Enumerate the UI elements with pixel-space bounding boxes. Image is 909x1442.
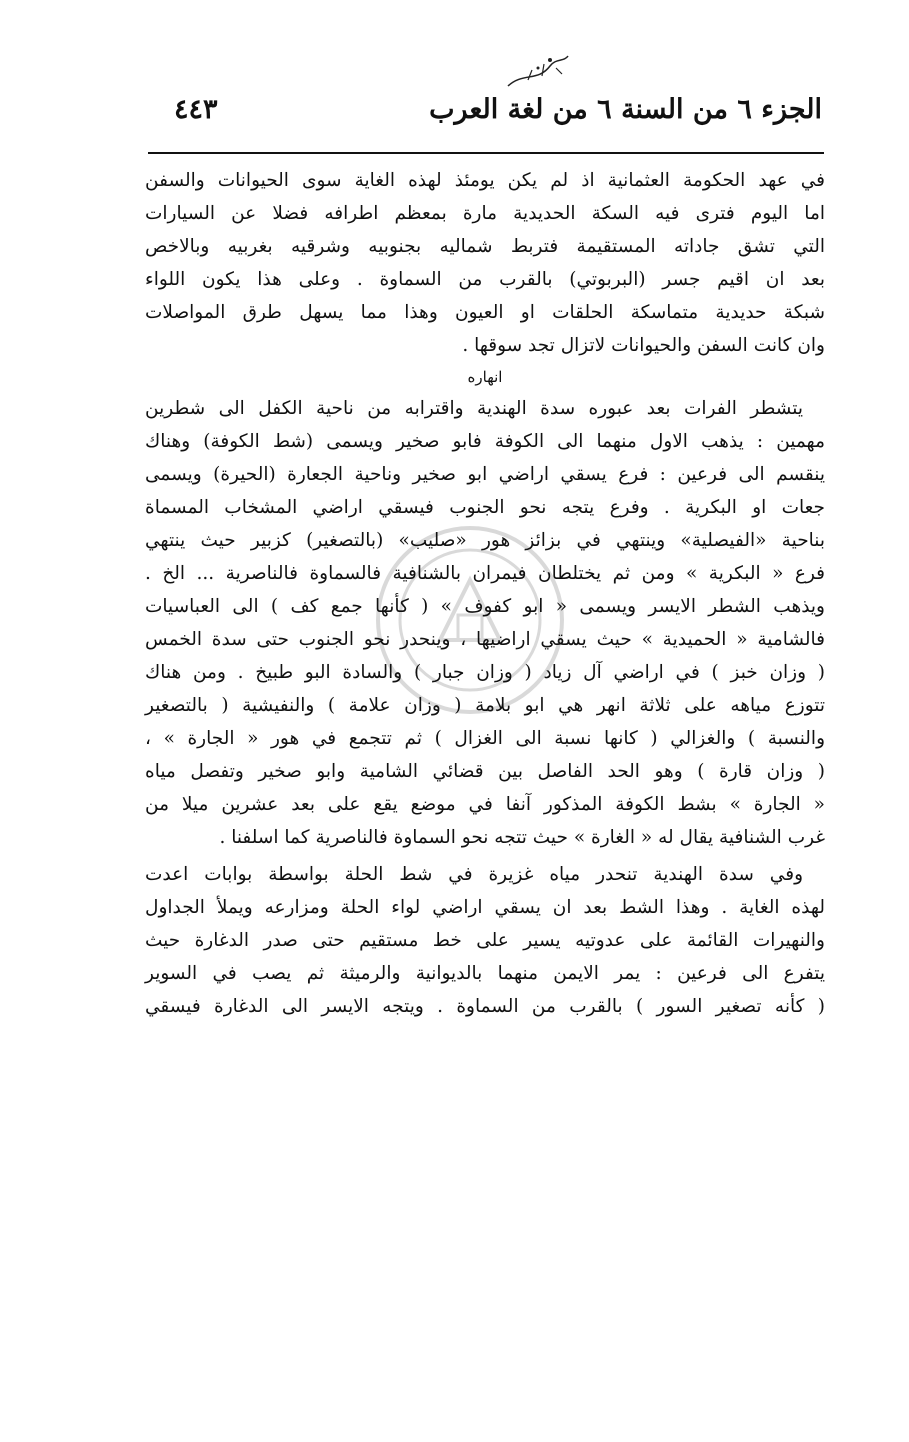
text-line: اما اليوم فترى فيه السكة الحديدية مارة بمعظم اطرافه فضلا عن السيارات	[145, 203, 825, 224]
text-line: ويذهب الشطر الايسر ويسمى « ابو كفوف » ( كأنها جمع كف ) الى العباسيات	[145, 596, 825, 617]
running-title: الجزء ٦ من السنة ٦ من لغة العرب	[429, 94, 822, 125]
text-line: وان كانت السفن والحيوانات لاتزال تجد سوقها .	[462, 335, 825, 356]
text-line: التي تشق جاداته المستقيمة فتربط شماليه بجنوبيه وشرقيه بغربيه وبالاخص	[145, 236, 825, 257]
text-line: يتفرع الى فرعين : يمر الايمن منهما بالديوانية والرميثة ثم يصب في السوير	[145, 963, 825, 984]
text-line: والنسبة ) والغزالي ( كانها نسبة الى الغزال ) ثم تتجمع في هور « الجارة » ،	[145, 728, 825, 749]
text-line: فرع « البكرية » ومن ثم يختلطان فيمران بالشنافية فالسماوة فالناصرية ... الخ .	[145, 563, 825, 584]
text-line: ( وزان خبز ) في اراضي آل زياد ( وزان جبار ) والسادة البو طبيخ . ومن هناك	[145, 662, 825, 683]
text-line: يتشطر الفرات بعد عبوره سدة الهندية واقترابه من ناحية الكفل الى شطرين	[145, 398, 803, 419]
paragraph-2	[145, 392, 825, 854]
text-line: في عهد الحكومة العثمانية اذ لم يكن يومئذ لهذه الغاية سوى الحيوانات والسفن	[145, 170, 825, 191]
text-line: ( وزان قارة ) وهو الحد الفاصل بين قضائي الشامية وابو صخير وتفصل مياه	[145, 761, 825, 782]
text-line: بناحية «الفيصلية» وينتهي في بزائز هور «صليب» (بالتصغير) كزبير حيث ينتهي	[145, 530, 825, 551]
page-header	[150, 88, 822, 138]
text-line: وفي سدة الهندية تنحدر مياه غزيرة في شط الحلة بواسطة بوابات اعدت	[145, 864, 803, 885]
text-line: مهمين : يذهب الاول منهما الى الكوفة فابو صخير ويسمى (شط الكوفة) وهناك	[145, 431, 825, 452]
text-line: لهذه الغاية . وهذا الشط بعد ان يسقي اراضي لواء الحلة ومزارعه ويملأ الجداول	[145, 897, 825, 918]
text-line: ( كأنه تصغير السور ) بالقرب من السماوة . ويتجه الايسر الى الدغارة فيسقي	[145, 996, 825, 1017]
text-line: جعات او البكرية . وفرع يتجه نحو الجنوب فيسقي اراضي المشخاب المسماة	[145, 497, 825, 518]
article-body	[145, 164, 825, 1023]
text-line: بعد ان اقيم جسر (البربوتي) بالقرب من السماوة . وعلى هذا يكون اللواء	[145, 269, 825, 290]
header-rule	[148, 152, 824, 154]
paragraph-3	[145, 858, 825, 1023]
paragraph-1	[145, 164, 825, 362]
section-heading: انهاره	[467, 368, 503, 386]
text-line: غرب الشنافية يقال له « الغارة » حيث تتجه نحو السماوة فالناصرية كما اسلفنا .	[219, 827, 825, 848]
header-ornament-icon	[498, 52, 588, 92]
text-line: والنهيرات القائمة على عدوتيه يسير على خط مستقيم حتى صدر الدغارة حيث	[145, 930, 825, 951]
text-line: شبكة حديدية متماسكة الحلقات او العيون وهذا مما يسهل طرق المواصلات	[145, 302, 825, 323]
text-line: فالشامية « الحميدية » حيث يسقي اراضيها ، وينحدر نحو الجنوب حتى سدة الخمس	[145, 629, 825, 650]
page-number: ٤٤٣	[174, 94, 218, 125]
text-line: ينقسم الى فرعين : فرع يسقي اراضي ابو صخير وناحية الجعارة (الحيرة) ويسمى	[145, 464, 825, 485]
text-line: تتوزع مياهه على ثلاثة انهر هي ابو بلامة ( وزان علامة ) والنفيشية ( بالتصغير	[145, 695, 825, 716]
text-line: « الجارة » بشط الكوفة المذكور آنفا في موضع يقع على بعد عشرين ميلا من	[145, 794, 825, 815]
